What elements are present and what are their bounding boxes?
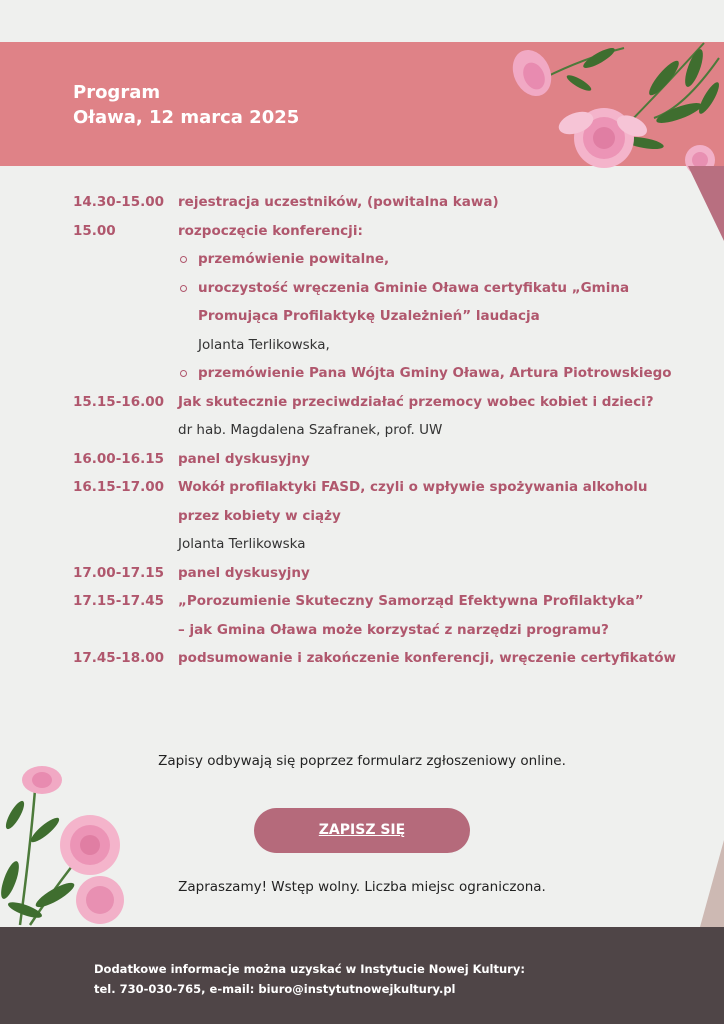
schedule-entry	[178, 245, 713, 274]
schedule-row	[73, 530, 713, 559]
schedule-time	[73, 245, 178, 274]
schedule-time: 16.00-16.15	[73, 450, 165, 467]
schedule-entry: Jolanta Terlikowska	[178, 536, 306, 552]
invitation-note: Zapraszamy! Wstęp wolny. Liczba miejsc ograniczona.	[178, 879, 546, 895]
schedule-entry: Wokół profilaktyki FASD, czyli o wpływie spożywania alkoholu	[178, 479, 648, 495]
schedule-entry: Promująca Profilaktykę Uzależnień” laudacja	[198, 308, 540, 324]
program-schedule	[73, 188, 713, 673]
schedule-entry	[178, 274, 713, 303]
schedule-row	[73, 473, 713, 502]
event-date-location: Oława, 12 marca 2025	[73, 107, 300, 128]
schedule-entry: dr hab. Magdalena Szafranek, prof. UW	[178, 422, 443, 438]
schedule-row	[73, 587, 713, 616]
schedule-time: 14.30-15.00	[73, 194, 165, 210]
schedule-time: 17.00-17.15	[73, 564, 165, 581]
schedule-row	[73, 188, 713, 217]
schedule-time	[73, 331, 178, 360]
schedule-entry: „Porozumienie Skuteczny Samorząd Efektywna Profilaktyka”	[178, 593, 644, 609]
schedule-row	[73, 416, 713, 445]
schedule-time: 17.15-17.45	[73, 593, 165, 609]
schedule-row	[73, 331, 713, 360]
bullet-circle-icon	[180, 256, 187, 263]
registration-note: Zapisy odbywają się poprzez formularz zgłoszeniowy online.	[158, 753, 566, 769]
bullet-text: przemówienie powitalne,	[198, 251, 390, 267]
program-heading: Program	[73, 82, 161, 103]
schedule-entry: panel dyskusyjny	[178, 450, 310, 467]
footer-info: Dodatkowe informacje można uzyskać w Instytucie Nowej Kultury:	[94, 962, 525, 976]
schedule-time	[73, 530, 178, 559]
schedule-entry: przez kobiety w ciąży	[178, 507, 341, 524]
bullet-text: przemówienie Pana Wójta Gminy Oława, Artura Piotrowskiego	[198, 365, 672, 381]
schedule-row	[73, 245, 713, 274]
page-title	[73, 80, 299, 130]
schedule-row	[73, 502, 713, 531]
schedule-row	[73, 616, 713, 645]
register-button[interactable]: ZAPISZ SIĘ	[254, 808, 470, 853]
peony-decoration-bottom	[0, 760, 140, 930]
schedule-entry: podsumowanie i zakończenie konferencji, wręczenie certyfikatów	[178, 650, 676, 666]
schedule-entry	[178, 359, 713, 388]
schedule-time: 16.15-17.00	[73, 479, 165, 495]
footer-contact: tel. 730-030-765, e-mail: biuro@instytutnowejkultury.pl	[94, 982, 456, 996]
schedule-row	[73, 217, 713, 246]
schedule-row	[73, 302, 713, 331]
schedule-row	[73, 274, 713, 303]
peony-decoration-top	[504, 38, 724, 183]
schedule-entry: Jolanta Terlikowska,	[198, 336, 330, 353]
schedule-entry: – jak Gmina Oława może korzystać z narzędzi programu?	[178, 621, 609, 638]
schedule-time	[73, 274, 178, 303]
bullet-circle-icon	[180, 285, 187, 292]
footer	[0, 927, 724, 1024]
schedule-time: 17.45-18.00	[73, 650, 165, 666]
bullet-circle-icon	[180, 370, 187, 377]
schedule-time	[73, 359, 178, 388]
schedule-entry: panel dyskusyjny	[178, 564, 310, 581]
schedule-row	[73, 644, 713, 673]
schedule-entry: Jak skutecznie przeciwdziałać przemocy wobec kobiet i dzieci?	[178, 393, 654, 410]
corner-accent-bottom	[700, 840, 724, 927]
schedule-time	[73, 616, 178, 645]
schedule-row	[73, 559, 713, 588]
schedule-row	[73, 359, 713, 388]
schedule-time	[73, 502, 178, 531]
schedule-entry: rejestracja uczestników, (powitalna kawa)	[178, 194, 499, 210]
schedule-time: 15.15-16.00	[73, 393, 165, 410]
schedule-time	[73, 416, 178, 445]
schedule-time	[73, 302, 178, 331]
bullet-text: uroczystość wręczenia Gminie Oława certyfikatu „Gmina	[198, 279, 630, 296]
schedule-time: 15.00	[73, 222, 116, 239]
schedule-row	[73, 388, 713, 417]
schedule-row	[73, 445, 713, 474]
schedule-entry: rozpoczęcie konferencji:	[178, 222, 363, 239]
